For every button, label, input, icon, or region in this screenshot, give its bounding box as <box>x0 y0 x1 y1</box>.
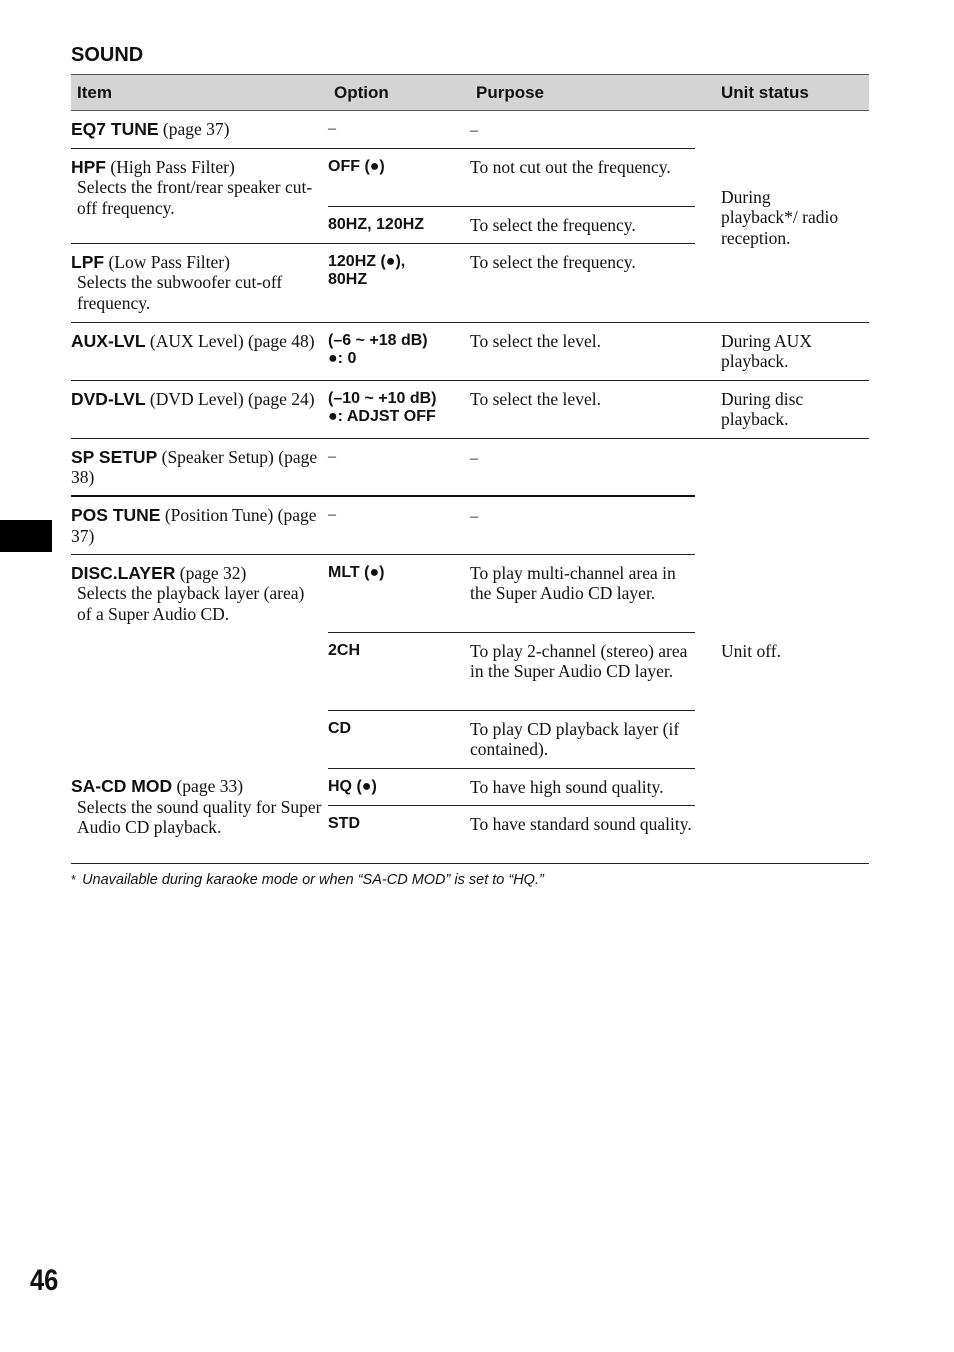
option-cell: STD <box>328 805 470 863</box>
purpose-cell: To play CD playback layer (if contained). <box>470 710 695 768</box>
purpose-cell: To select the frequency. <box>470 206 695 243</box>
item-detail: (page 32) <box>175 562 247 583</box>
section-tab-marker <box>0 520 52 552</box>
item-name: SP SETUP <box>71 446 158 467</box>
purpose-cell: To select the frequency. <box>470 243 695 322</box>
item-cell <box>71 322 328 380</box>
item-description: Selects the subwoofer cut-off frequency. <box>77 272 283 313</box>
item-name: LPF <box>71 251 105 272</box>
option-cell: MLT (●) <box>328 554 470 632</box>
table-row <box>71 380 869 438</box>
item-name: POS TUNE <box>71 505 161 525</box>
item-description: Selects the front/rear speaker cut-off frequency. <box>77 177 313 218</box>
item-detail: (DVD Level) (page 24) <box>145 388 315 409</box>
purpose-cell: To play 2-channel (stereo) area in the Super Audio CD layer. <box>470 632 695 710</box>
table-row <box>71 438 869 496</box>
table-row <box>71 111 869 149</box>
item-cell <box>71 111 328 149</box>
option-cell: (–10 ~ +10 dB) ●: ADJST OFF <box>328 380 470 438</box>
purpose-cell: To select the level. <box>470 322 695 380</box>
status-cell: Unit off. <box>695 438 869 863</box>
item-detail: (Low Pass Filter) <box>104 251 230 272</box>
header-item: Item <box>71 75 328 111</box>
option-cell: CD <box>328 710 470 768</box>
item-cell <box>71 438 328 496</box>
item-detail: (Speaker Setup) (page 38) <box>71 446 318 487</box>
section-title: SOUND <box>71 44 144 66</box>
item-name: DVD-LVL <box>71 388 146 409</box>
item-detail: (High Pass Filter) <box>106 156 235 177</box>
option-cell: OFF (●) <box>328 148 470 206</box>
purpose-cell: To have high sound quality. <box>470 768 695 805</box>
purpose-cell: To play multi-channel area in the Super Audio CD layer. <box>470 554 695 632</box>
footnote-mark: * <box>71 872 77 887</box>
item-detail: (Position Tune) (page 37) <box>71 505 317 546</box>
item-cell <box>71 380 328 438</box>
footnote-text: Unavailable during karaoke mode or when “SA-CD MOD” is set to “HQ.” <box>82 872 544 888</box>
footnote <box>71 872 544 888</box>
item-cell <box>71 768 328 863</box>
option-cell: (–6 ~ +18 dB) ●: 0 <box>328 322 470 380</box>
item-name: HPF <box>71 156 106 177</box>
status-cell: During disc playback. <box>695 380 869 438</box>
item-cell <box>71 148 328 243</box>
option-cell: – <box>328 111 470 149</box>
table-header-row <box>71 75 869 111</box>
purpose-cell: To have standard sound quality. <box>470 805 695 863</box>
sound-settings-table <box>71 74 869 864</box>
item-name: EQ7 TUNE <box>71 119 159 139</box>
item-description: Selects the sound quality for Super Audio CD playback. <box>77 796 322 837</box>
status-cell: During playback*/ radio reception. <box>695 111 869 323</box>
purpose-cell: To select the level. <box>470 380 695 438</box>
option-cell: HQ (●) <box>328 768 470 805</box>
header-option: Option <box>328 75 470 111</box>
item-name: DISC.LAYER <box>71 562 176 583</box>
purpose-cell: – <box>470 111 695 149</box>
header-purpose: Purpose <box>470 75 695 111</box>
status-cell: During AUX playback. <box>695 322 869 380</box>
purpose-cell: – <box>470 496 695 554</box>
option-cell: – <box>328 438 470 496</box>
purpose-cell: To not cut out the frequency. <box>470 148 695 206</box>
item-detail: (page 37) <box>158 119 230 139</box>
item-cell <box>71 496 328 554</box>
item-cell <box>71 243 328 322</box>
header-unit-status: Unit status <box>695 75 869 111</box>
item-detail: (AUX Level) (page 48) <box>145 330 315 351</box>
option-cell: 2CH <box>328 632 470 710</box>
option-cell: – <box>328 496 470 554</box>
item-name: AUX-LVL <box>71 330 146 351</box>
option-cell: 120HZ (●), 80HZ <box>328 243 470 322</box>
item-description: Selects the playback layer (area) of a Super Audio CD. <box>77 583 305 624</box>
option-cell: 80HZ, 120HZ <box>328 206 470 243</box>
item-name: SA-CD MOD <box>71 776 173 796</box>
purpose-cell: – <box>470 438 695 496</box>
table-row <box>71 322 869 380</box>
item-cell <box>71 554 328 768</box>
page-number: 46 <box>30 1264 59 1297</box>
item-detail: (page 33) <box>172 776 244 796</box>
